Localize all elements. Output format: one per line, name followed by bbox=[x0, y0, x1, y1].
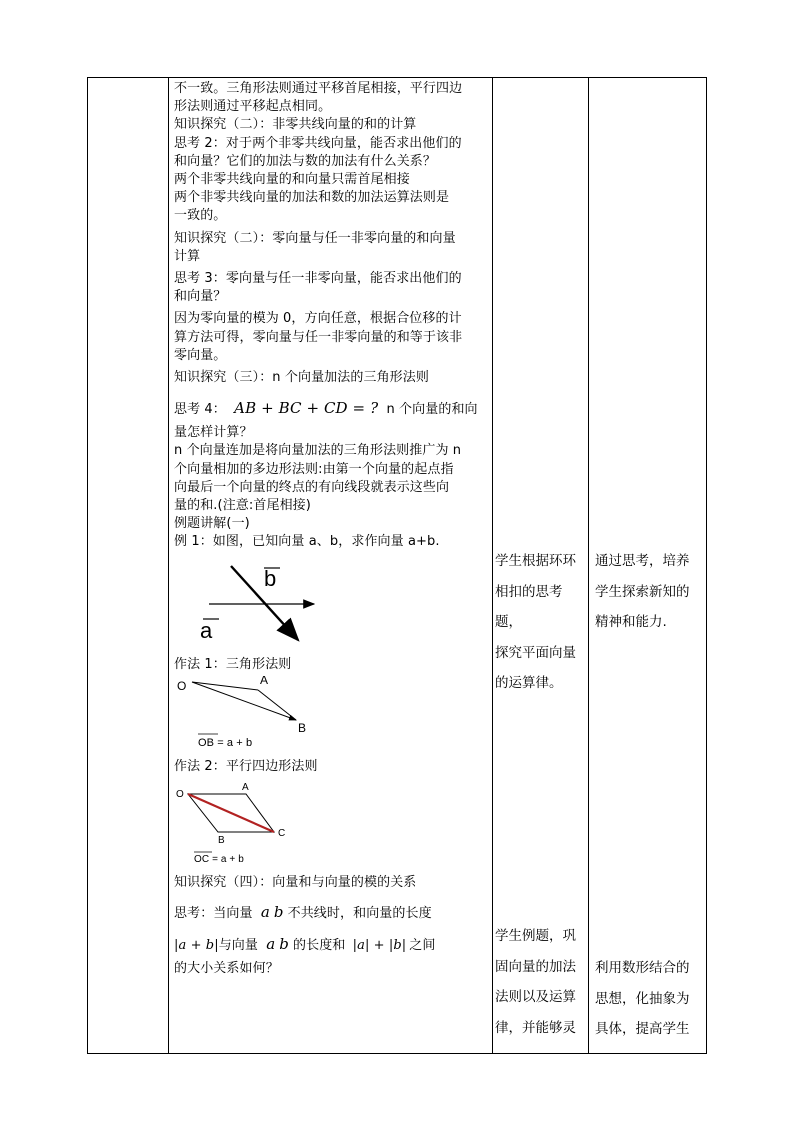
diagonal-oc bbox=[188, 794, 274, 832]
text-line: n 个向量连加是将向量加法的三角形法则推广为 n bbox=[174, 443, 462, 459]
abs-a-plus-b: |a + b| bbox=[174, 938, 219, 954]
section-title: 计算 bbox=[174, 248, 201, 264]
think5-part-b: 不共线时，和向量的长度 bbox=[287, 906, 432, 922]
text-line: 例 1：如图，已知向量 a、b，求作向量 a+b. bbox=[174, 534, 440, 550]
student-activity-1 bbox=[495, 546, 587, 699]
text-line: 利用数形结合的 bbox=[595, 960, 690, 976]
student-activity-2 bbox=[495, 921, 587, 1043]
text-line: 思考 3：零向量与任一非零向量，能否求出他们的 bbox=[174, 271, 462, 287]
label-c: C bbox=[278, 828, 286, 840]
text-line: 和向量？ bbox=[174, 289, 227, 305]
symbol-b: b bbox=[279, 935, 289, 954]
text-line: 学生探索新知的 bbox=[595, 583, 690, 600]
segment-ob bbox=[192, 682, 296, 720]
think5-part-d: 的长度和 bbox=[293, 938, 346, 954]
text-line: 因为零向量的模为 0，方向任意，根据合位移的计 bbox=[174, 311, 462, 327]
text-line: 具体，提高学生 bbox=[595, 1021, 690, 1037]
label-b: B bbox=[218, 835, 225, 847]
think4-prefix: 思考 4： bbox=[174, 402, 226, 418]
text-line: 一致的。 bbox=[174, 208, 227, 224]
label-a: A bbox=[260, 675, 269, 687]
text-line bbox=[174, 900, 490, 926]
text-line: 量的和.(注意:首尾相接) bbox=[174, 498, 311, 514]
think5-part-e: 之间 bbox=[409, 938, 436, 954]
text-line: 法则以及运算 bbox=[495, 989, 576, 1005]
text-line: 探究平面向量 bbox=[495, 644, 576, 661]
symbol-b: b bbox=[273, 903, 284, 922]
label-o: O bbox=[176, 789, 184, 801]
text-line: 思想，化抽象为 bbox=[595, 990, 690, 1007]
think4-suffix: n 个向量的和向 bbox=[386, 402, 478, 418]
text-line: 作法 2：平行四边形法则 bbox=[174, 758, 318, 774]
teaching-content bbox=[174, 80, 490, 978]
text-line: 和向量？它们的加法与数的加法有什么关系？ bbox=[174, 153, 437, 169]
text-line: 的运算律。 bbox=[495, 675, 563, 691]
figure-parallelogram-rule bbox=[174, 782, 334, 868]
column-divider bbox=[168, 78, 169, 1053]
section-title: 知识探究（二）：零向量与任一非零向量的和向量 bbox=[174, 230, 456, 246]
text-line: 算方法可得，零向量与任一非零向量的和等于该非 bbox=[174, 329, 463, 345]
design-intent-2 bbox=[595, 953, 707, 1045]
label-o: O bbox=[177, 678, 187, 693]
text-line: 固向量的加法 bbox=[495, 958, 576, 975]
text-line: 不一致。三角形法则通过平移首尾相接，平行四边 bbox=[174, 81, 463, 96]
text-line: 学生例题，巩 bbox=[495, 928, 576, 944]
text-line: 律，并能够灵 bbox=[495, 1019, 576, 1036]
abs-a-plus-abs-b: |a| + |b| bbox=[352, 938, 407, 954]
text-line: 通过思考，培养 bbox=[595, 553, 690, 569]
section-title: 知识探究（三）：n 个向量加法的三角形法则 bbox=[174, 370, 429, 386]
figure-triangle-rule bbox=[174, 676, 334, 756]
text-line: 精神和能力. bbox=[595, 614, 667, 630]
text-line bbox=[174, 397, 490, 421]
label-a: A bbox=[242, 782, 249, 794]
text-line: 学生根据环环 bbox=[495, 553, 576, 569]
figure-vectors-a-b bbox=[194, 560, 354, 656]
segment-ab bbox=[258, 690, 296, 720]
text-line bbox=[174, 932, 490, 958]
think5-part-c: 与向量 bbox=[218, 938, 259, 954]
design-intent-1 bbox=[595, 546, 707, 638]
text-line: 两个非零共线向量的加法和数的加法运算法则是 bbox=[174, 190, 450, 206]
column-divider bbox=[588, 78, 589, 1053]
text-line: 零向量。 bbox=[174, 347, 227, 363]
text-line: 量怎样计算？ bbox=[174, 425, 253, 441]
text-line: 个向量相加的多边形法则:由第一个向量的起点指 bbox=[174, 461, 454, 477]
section-title: 例题讲解(一) bbox=[174, 516, 250, 532]
text-line: 的大小关系如何？ bbox=[174, 961, 279, 977]
text-line: 思考 2：对于两个非零共线向量，能否求出他们的 bbox=[174, 135, 462, 151]
text-line: 两个非零共线向量的和向量只需首尾相接 bbox=[174, 172, 410, 188]
caption-ob: OB = a + b bbox=[198, 736, 253, 749]
column-divider bbox=[492, 78, 493, 1053]
think5-part-a: 思考：当向量 bbox=[174, 906, 253, 922]
caption-oc: OC = a + b bbox=[194, 854, 244, 866]
section-title: 知识探究（二）：非零共线向量的和的计算 bbox=[174, 117, 417, 133]
section-title: 知识探究（四）：向量和与向量的模的关系 bbox=[174, 875, 417, 891]
label-b: B bbox=[298, 720, 307, 735]
vector-sum-formula: AB + BC + CD = ? bbox=[234, 399, 379, 418]
label-b: b bbox=[264, 565, 277, 591]
symbol-a: a bbox=[266, 935, 276, 954]
text-line: 形法则通过平移起点相同。 bbox=[174, 99, 332, 115]
text-line: 作法 1：三角形法则 bbox=[174, 656, 292, 672]
text-line: 相扣的思考题， bbox=[495, 583, 563, 630]
label-a: a bbox=[200, 617, 213, 643]
text-line: 向最后一个向量的终点的有向线段就表示这些向 bbox=[174, 479, 450, 495]
symbol-a: a bbox=[260, 903, 270, 922]
lesson-table bbox=[87, 77, 707, 1054]
